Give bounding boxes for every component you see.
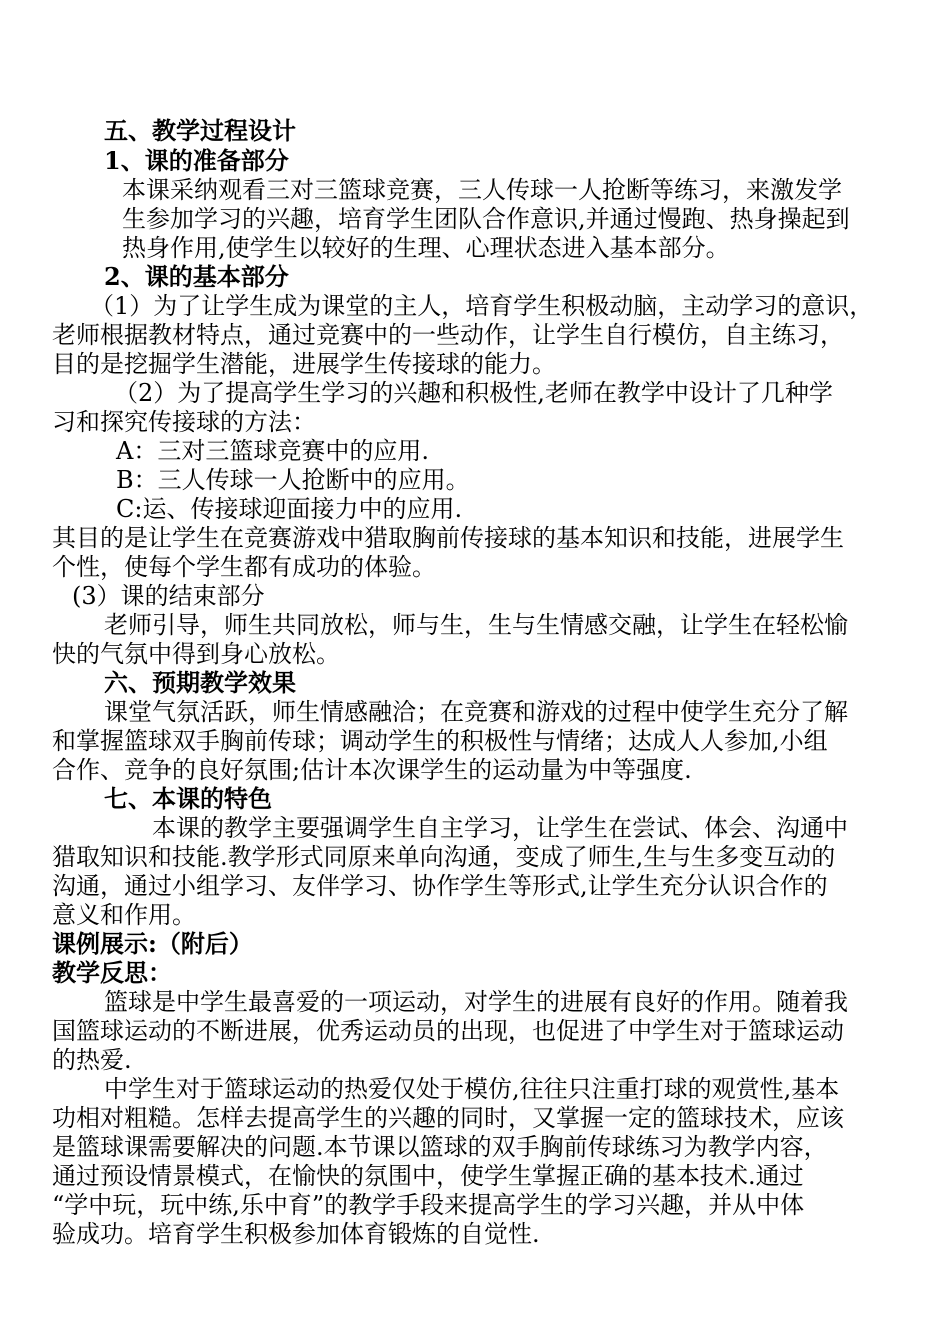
paragraph-line: （1）为了让学生成为课堂的主人，培育学生积极动脑，主动学习的意识， (90, 292, 874, 320)
subsection-heading-1: 1、课的准备部分 (104, 146, 289, 175)
list-item: A：三对三篮球竞赛中的应用. (116, 437, 429, 465)
paragraph-line: 热身作用,使学生以较好的生理、心理状态进入基本部分。 (122, 234, 730, 262)
paragraph-line: 中学生对于篮球运动的热爱仅处于模仿,往往只注重打球的观赏性,基本 (104, 1075, 840, 1103)
paragraph-line: “学中玩，玩中练,乐中育”的教学手段来提高学生的学习兴趣，并从中体 (52, 1191, 805, 1219)
paragraph-line: 国篮球运动的不断进展，优秀运动员的出现，也促进了中学生对于篮球运动 (52, 1017, 844, 1045)
section-heading-5: 五、教学过程设计 (104, 116, 296, 145)
paragraph-line: 验成功。培育学生积极参加体育锻炼的自觉性. (52, 1220, 540, 1248)
list-item: B：三人传球一人抢断中的应用。 (116, 466, 470, 494)
paragraph-line: 通过预设情景模式，在愉快的氛围中，使学生掌握正确的基本技术.通过 (52, 1162, 804, 1190)
section-heading-7: 七、本课的特色 (104, 784, 272, 813)
paragraph-line: 和掌握篮球双手胸前传球；调动学生的积极性与情绪；达成人人参加,小组 (52, 727, 828, 755)
paragraph-line: 生参加学习的兴趣，培育学生团队合作意识,并通过慢跑、热身操起到 (122, 205, 850, 233)
paragraph-line: 老师根据教材特点，通过竞赛中的一些动作，让学生自行模仿，自主练习， (52, 321, 844, 349)
paragraph-line: 篮球是中学生最喜爱的一项运动，对学生的进展有良好的作用。随着我 (104, 988, 848, 1016)
list-item: C:运、传接球迎面接力中的应用. (116, 495, 463, 523)
reflection-heading: 教学反思： (52, 958, 172, 987)
paragraph-line: 合作、竞争的良好氛围;估计本次课学生的运动量为中等强度. (52, 756, 692, 784)
paragraph-line: 习和探究传接球的方法： (52, 408, 316, 436)
paragraph-line: 本课采纳观看三对三篮球竞赛，三人传球一人抢断等练习，来激发学 (122, 176, 842, 204)
paragraph-line: 功相对粗糙。怎样去提高学生的兴趣的同时，又掌握一定的篮球技术，应该 (52, 1104, 844, 1132)
paragraph-line: 课堂气氛活跃，师生情感融洽；在竞赛和游戏的过程中使学生充分了解 (104, 698, 848, 726)
paragraph-line: 沟通，通过小组学习、友伴学习、协作学生等形式,让学生充分认识合作的 (52, 872, 828, 900)
paragraph-line: 老师引导，师生共同放松，师与生，生与生情感交融，让学生在轻松愉 (104, 611, 848, 639)
paragraph-line: 猎取知识和技能.教学形式同原来单向沟通，变成了师生,生与生多变互动的 (52, 843, 836, 871)
paragraph-line: 是篮球课需要解决的问题.本节课以篮球的双手胸前传球练习为教学内容， (52, 1133, 828, 1161)
paragraph-line: 的热爱. (52, 1046, 132, 1074)
paragraph-line: （2）为了提高学生学习的兴趣和积极性,老师在教学中设计了几种学 (114, 379, 833, 407)
subsection-heading-2: 2、课的基本部分 (104, 262, 289, 291)
paragraph-line: 快的气氛中得到身心放松。 (52, 640, 340, 668)
paragraph-line: 本课的教学主要强调学生自主学习，让学生在尝试、体会、沟通中 (152, 814, 848, 842)
paragraph-line: 个性，使每个学生都有成功的体验。 (52, 553, 436, 581)
section-heading-6: 六、预期教学效果 (104, 668, 296, 697)
paragraph-line: 目的是挖掘学生潜能，进展学生传接球的能力。 (52, 350, 556, 378)
paragraph-line: 意义和作用。 (52, 901, 196, 929)
example-heading: 课例展示:（附后） (52, 929, 253, 958)
subsection-heading-3: (3）课的结束部分 (72, 582, 265, 610)
paragraph-line: 其目的是让学生在竞赛游戏中猎取胸前传接球的基本知识和技能，进展学生 (52, 524, 844, 552)
